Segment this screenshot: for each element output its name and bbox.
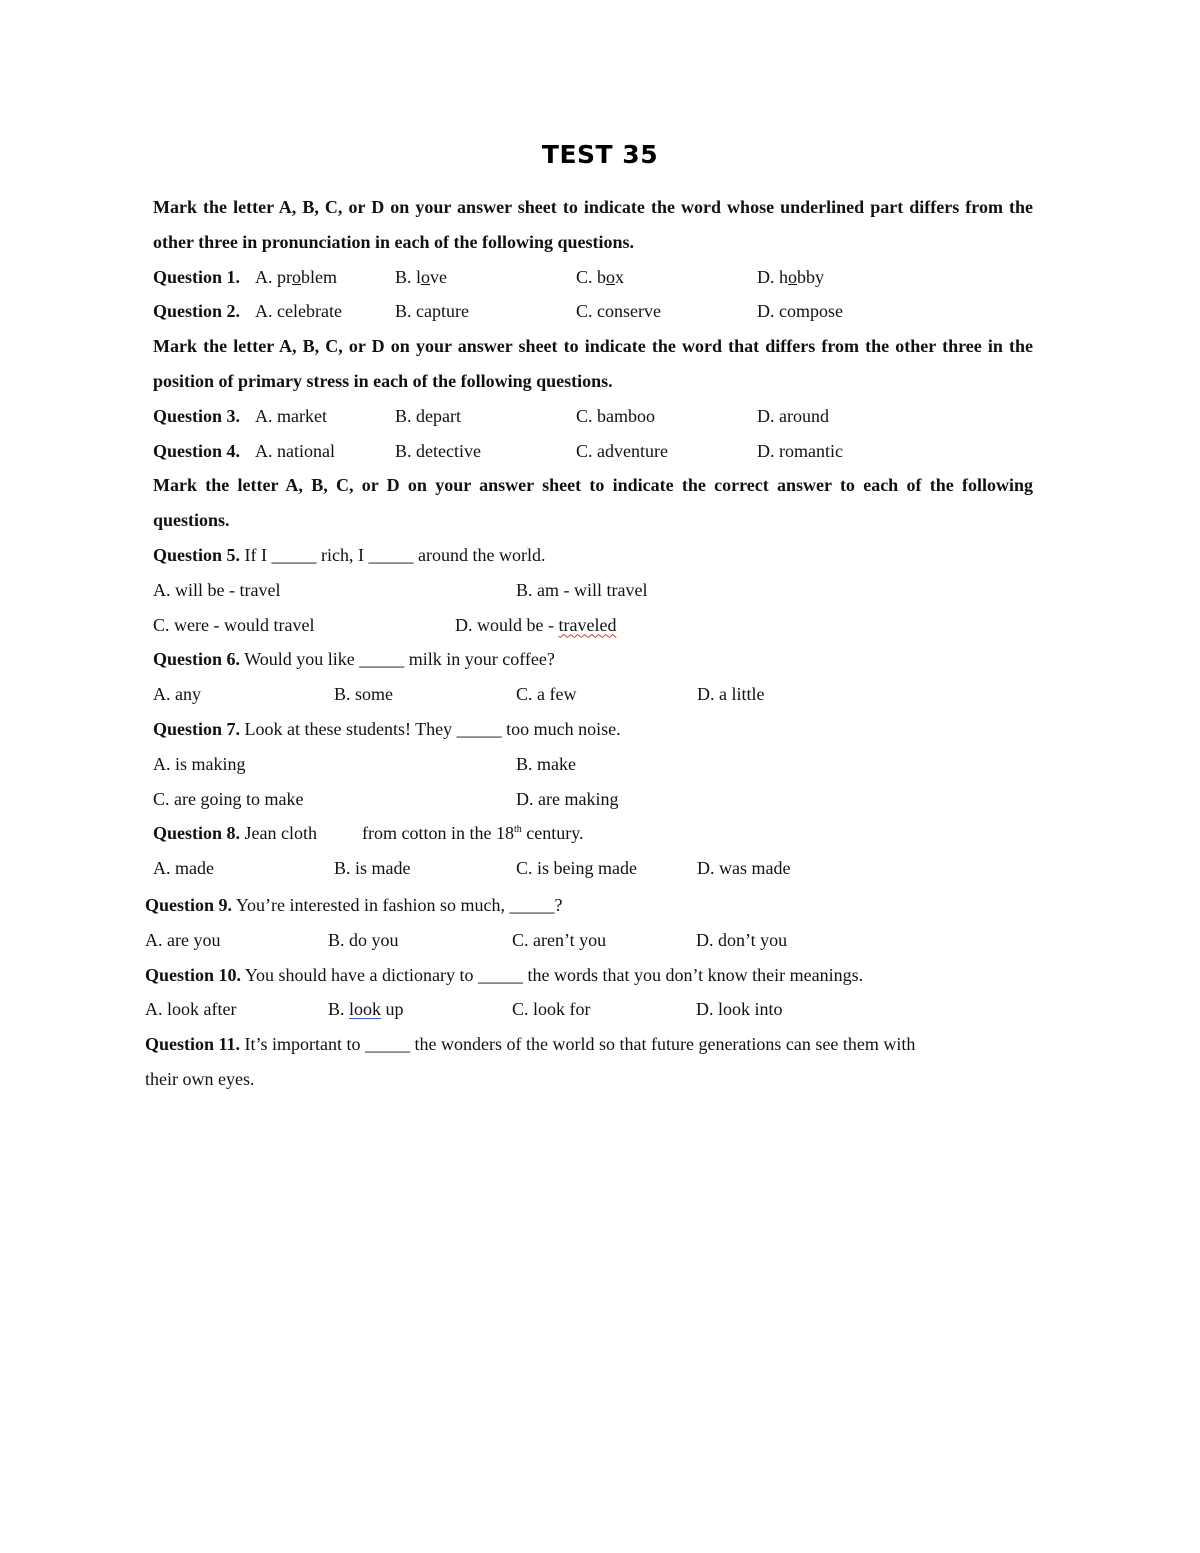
question-label: Question 10. [145,964,242,985]
option-a: A. made [153,858,214,879]
question-6 [153,642,1033,677]
option-a: A. market [255,405,327,426]
question-text: It’s important to _____ the wonders of the world so that future generations can see them with [240,1034,916,1055]
option-a: A. celebrate [255,301,342,322]
option-c: C. are going to make [153,788,304,809]
option-b: B. am - will travel [516,579,648,600]
option-b: B. look up [328,999,404,1020]
question-10-options [145,992,1033,1027]
option-b: B. is made [334,858,411,879]
option-b: B. make [516,753,576,774]
question-4 [153,434,1033,469]
question-label: Question 6. [153,649,241,670]
option-b: B. do you [328,929,399,950]
option-a: A. look after [145,999,237,1020]
question-label: Question 4. [153,440,241,461]
option-d: D. don’t you [696,929,788,950]
question-5-options-row-2 [153,608,1033,643]
page-title: TEST 35 [541,140,659,169]
question-label: Question 9. [145,894,233,915]
instruction-correct-answer: Mark the letter A, B, C, or D on your answer sheet to indicate the correct answer to each of the following questions. [153,475,1033,531]
option-a: A. will be - travel [153,579,281,600]
question-label: Question 7. [153,718,241,739]
question-label: Question 8. [153,823,241,844]
question-text: You’re interested in fashion so much, _____? [232,894,563,915]
option-d: D. look into [696,999,783,1020]
question-11 [145,1027,1033,1062]
question-7-options-row-1 [153,747,1033,782]
option-d: D. was made [697,858,791,879]
question-6-options [153,677,1033,712]
option-c: C. look for [512,999,591,1020]
option-b: B. depart [395,405,461,426]
option-c: C. box [576,266,625,287]
question-label: Question 2. [153,301,241,322]
option-d: D. would be - traveled [455,614,617,635]
option-d: D. compose [757,301,843,322]
option-a: A. problem [255,266,337,287]
question-11-continued [145,1062,1033,1097]
instruction-stress: Mark the letter A, B, C, or D on your answer sheet to indicate the word that differs from the other three in the position of primary stress in each of the following questions. [153,336,1033,391]
option-c: C. conserve [576,301,661,322]
question-text-continued: their own eyes. [145,1068,255,1089]
question-label: Question 5. [153,544,241,565]
question-8-options [153,851,1033,886]
question-10 [145,958,1033,993]
grammar-underline: look [349,999,382,1020]
option-b: B. capture [395,301,469,322]
option-b: B. detective [395,440,481,461]
option-c: C. bamboo [576,405,655,426]
question-9 [145,888,1033,923]
option-a: A. national [255,440,335,461]
option-a: A. is making [153,753,246,774]
question-9-options [145,923,1033,958]
option-d: D. hobby [757,266,824,287]
question-7-options-row-2 [153,782,1033,817]
question-8 [153,816,1033,851]
question-text: If I _____ rich, I _____ around the world. [240,544,546,565]
question-text: Jean cloth from cotton in the 18th century. [240,823,584,844]
question-7 [153,712,1033,747]
questions-9-11 [145,888,1033,1097]
option-a: A. are you [145,929,221,950]
question-1 [153,260,1033,295]
question-2 [153,294,1033,329]
option-a: A. any [153,684,201,705]
question-3 [153,399,1033,434]
question-label: Question 1. [153,266,241,287]
option-d: D. around [757,405,829,426]
option-c: C. were - would travel [153,614,315,635]
question-label: Question 11. [145,1034,241,1055]
option-c: C. aren’t you [512,929,607,950]
option-d: D. a little [697,684,765,705]
question-5 [153,538,1033,573]
option-d: D. romantic [757,440,843,461]
option-c: C. is being made [516,858,637,879]
option-c: C. a few [516,684,577,705]
option-b: B. some [334,684,394,705]
option-b: B. love [395,266,448,287]
option-d: D. are making [516,788,619,809]
instruction-pronunciation: Mark the letter A, B, C, or D on your answer sheet to indicate the word whose underlined part differs from the other three in pronunciation in each of the following questions. [153,197,1033,252]
question-text: You should have a dictionary to _____ the words that you don’t know their meanings. [241,964,864,985]
question-text: Look at these students! They _____ too much noise. [240,718,621,739]
test-content [145,190,1033,1097]
question-label: Question 3. [153,405,241,426]
question-text: Would you like _____ milk in your coffee? [240,649,555,670]
spellcheck-underline: traveled [558,614,617,635]
option-c: C. adventure [576,440,668,461]
question-5-options-row-1 [153,573,1033,608]
